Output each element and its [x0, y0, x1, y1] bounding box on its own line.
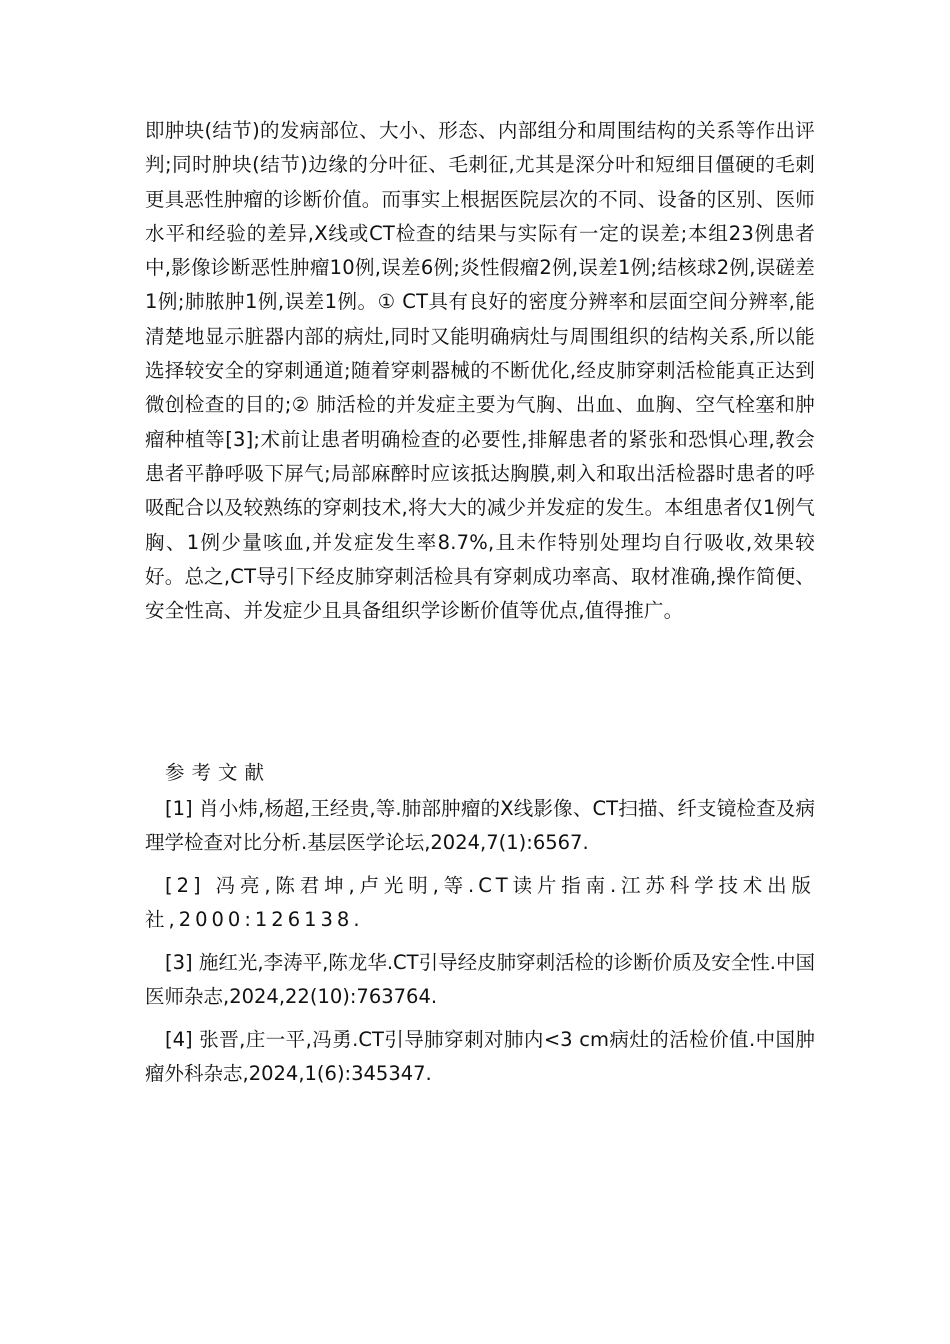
reference-item-3: [3] 施红光,李涛平,陈龙华.CT引导经皮肺穿刺活检的诊断价质及安全性.中国医师杂志,2024,22(10):763764. — [145, 951, 815, 1008]
reference-item-2: [2] 冯亮,陈君坤,卢光明,等.CT读片指南.江苏科学技术出版社,2000:126138. — [145, 874, 815, 931]
body-paragraph: 即肿块(结节)的发病部位、大小、形态、内部组分和周围结构的关系等作出评判;同时肿块(结节)边缘的分叶征、毛刺征,尤其是深分叶和短细目僵硬的毛刺更具恶性肿瘤的诊断价值。而事实上根据医院层次的不同、设备的区别、医师水平和经验的差异,X线或CT检查的结果与实际有一定的误差;本组23例患者中,影像诊断恶性肿瘤10例,误差6例;炎性假瘤2例,误差1例;结核球2例,误磋差1例;肺脓肿1例,误差1例。① CT具有良好的密度分辨率和层面空间分辨率,能清楚地显示脏器内部的病灶,同时又能明确病灶与周围组织的结构关系,所以能选择较安全的穿刺通道;随着穿刺器械的不断优化,经皮肺穿刺活检能真正达到微创检查的目的;② 肺活检的并发症主要为气胸、出血、血胸、空气栓塞和肿瘤种植等[3];术前让患者明确检查的必要性,排解患者的紧张和恐惧心理,教会患者平静呼吸下屏气;局部麻醉时应该抵达胸膜,刺入和取出活检器时患者的呼吸配合以及较熟练的穿刺技术,将大大的减少并发症的发生。本组患者仅1例气胸、1例少量咳血,并发症发生率8.7%,且未作特别处理均自行吸收,效果较好。总之,CT导引下经皮肺穿刺活检具有穿刺成功率高、取材准确,操作简便、安全性高、并发症少且具备组织学诊断价值等优点,值得推广。 — [145, 119, 815, 623]
references-heading: 参考文献 — [165, 761, 272, 784]
reference-item-4: [4] 张晋,庄一平,冯勇.CT引导肺穿刺对肺内<3 cm病灶的活检价值.中国肿瘤外科杂志,2024,1(6):345347. — [145, 1028, 815, 1085]
references-list — [145, 792, 815, 1100]
reference-item-1: [1] 肖小炜,杨超,王经贵,等.肺部肿瘤的X线影像、CT扫描、纤支镜检查及病理学检查对比分析.基层医学论坛,2024,7(1):6567. — [145, 797, 815, 854]
body-text — [145, 114, 815, 628]
